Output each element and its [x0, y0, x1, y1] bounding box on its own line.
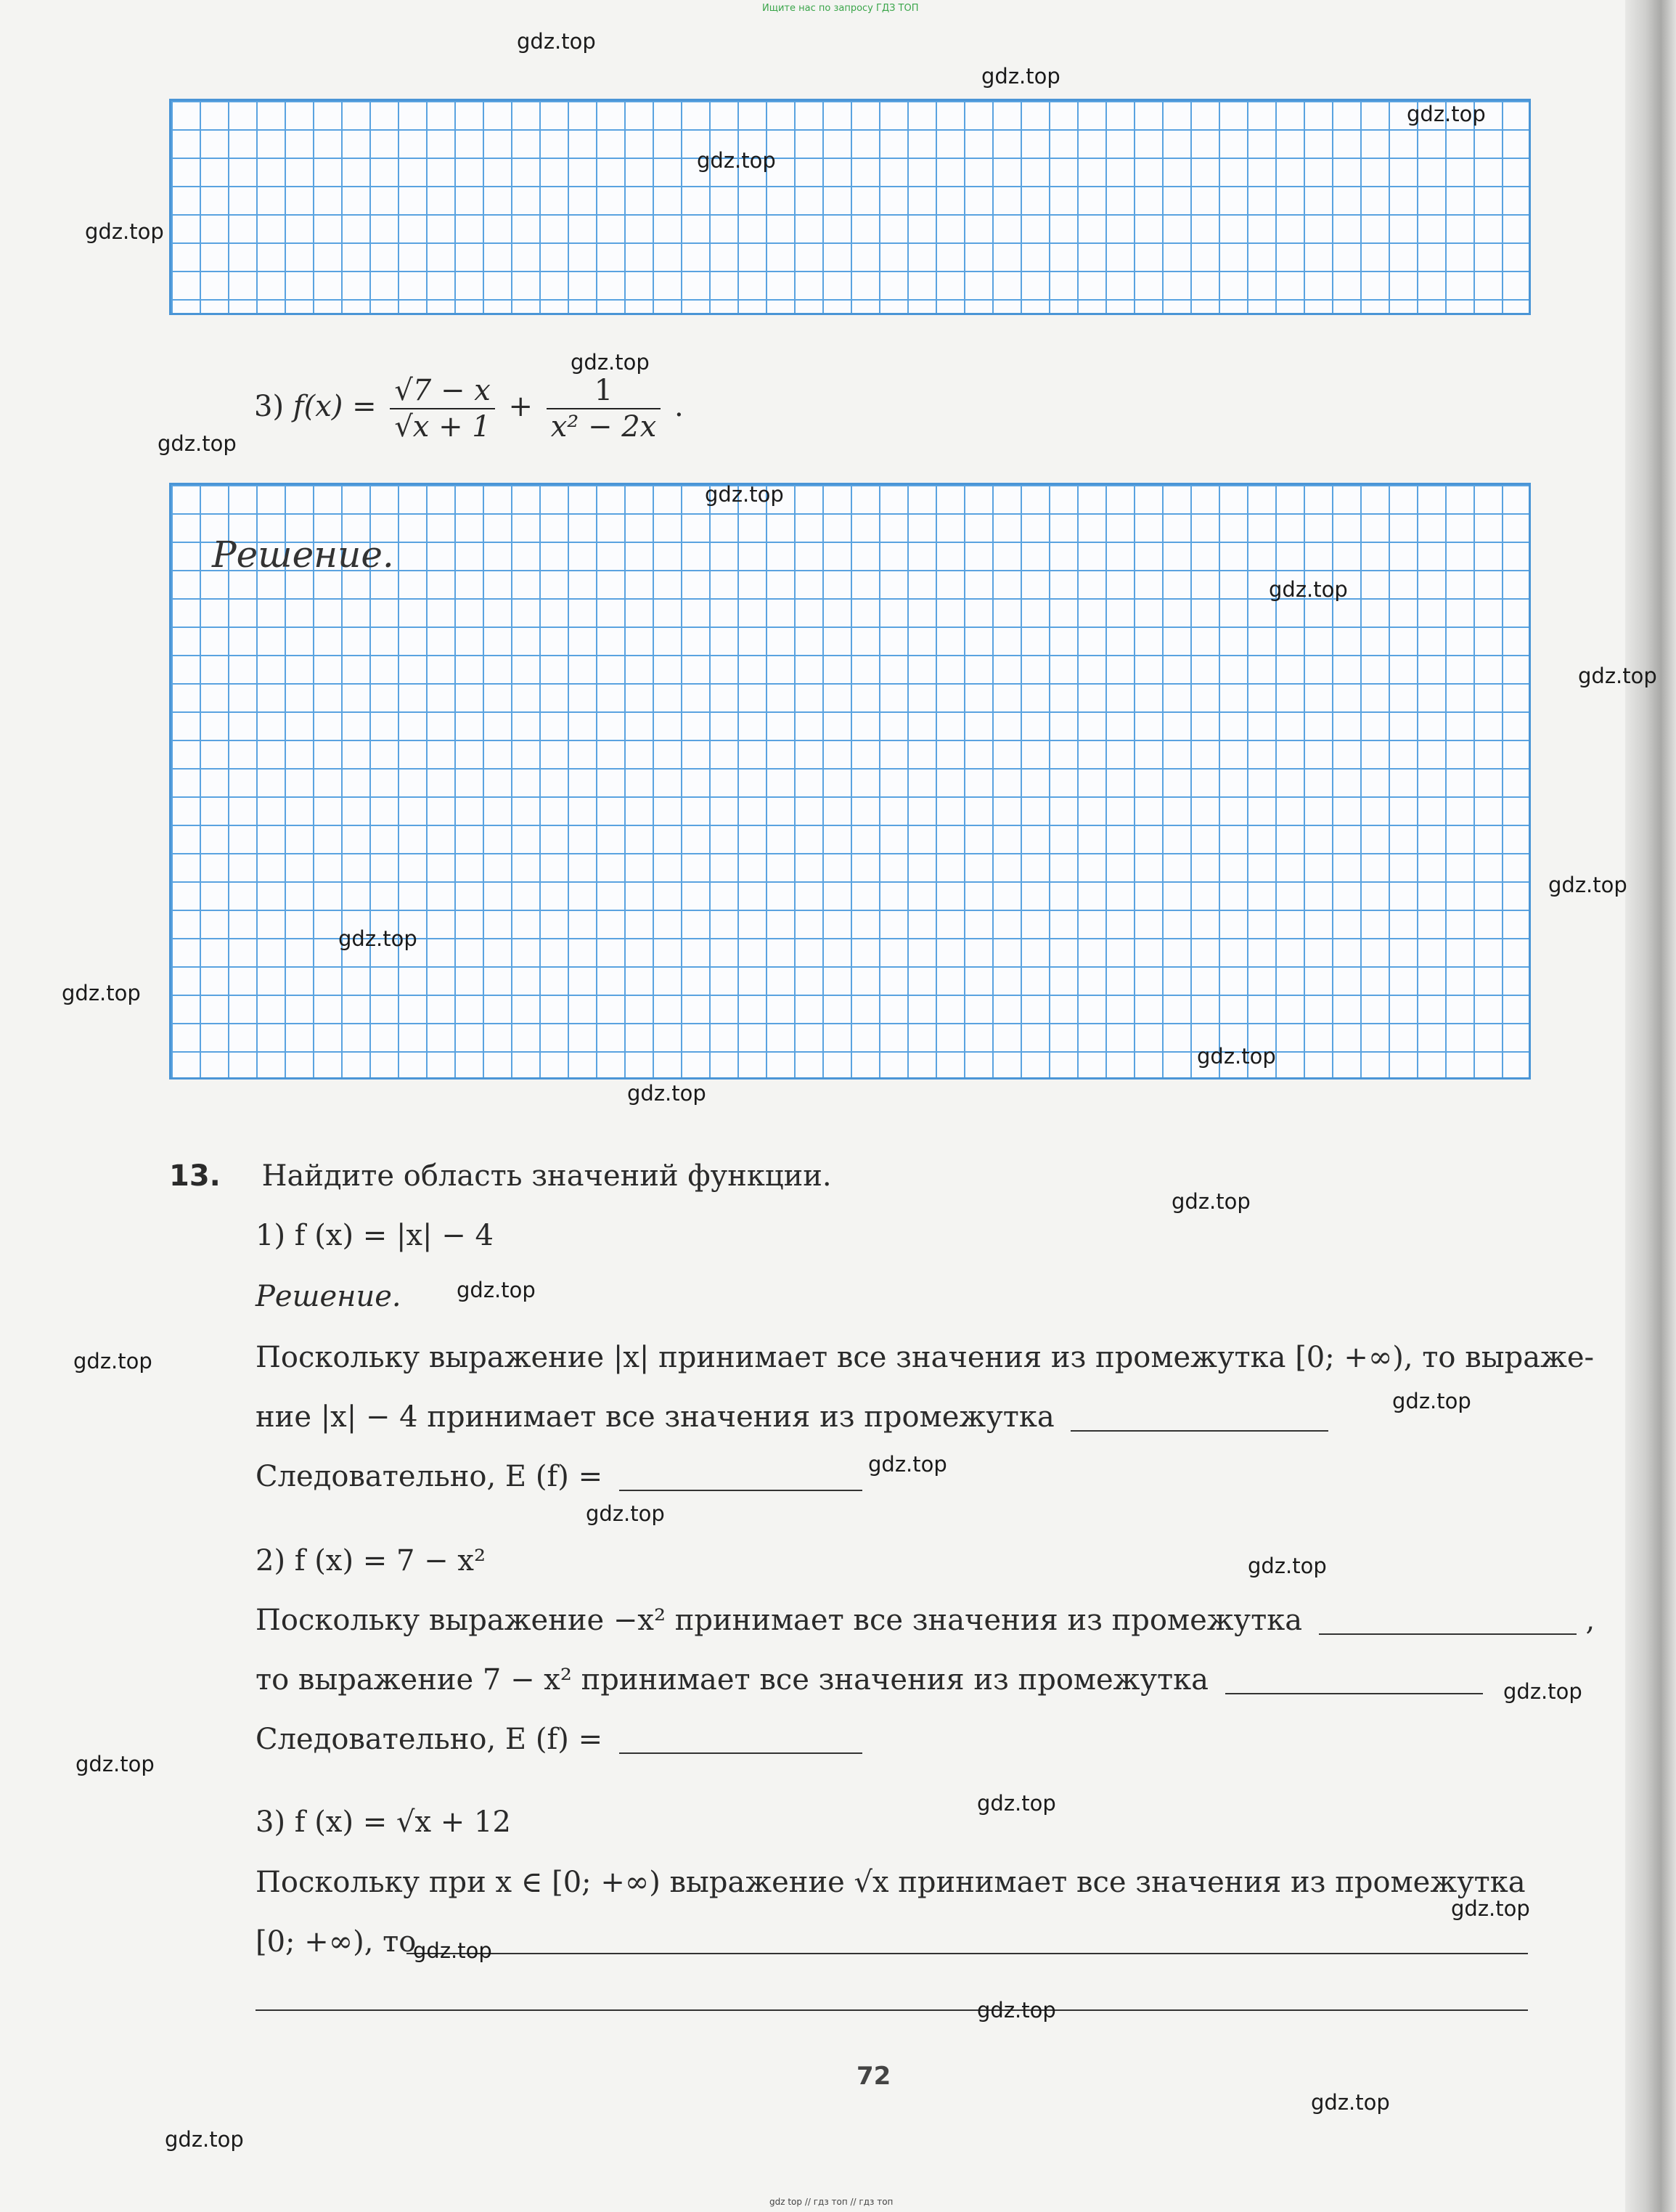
watermark: gdz.top [1503, 1679, 1582, 1704]
part1-line2: ние |x| − 4 принимает все значения из промежутка [256, 1400, 1055, 1434]
part2-line1-comma: , [1585, 1604, 1595, 1637]
watermark: gdz.top [981, 64, 1060, 89]
watermark: gdz.top [62, 981, 141, 1005]
watermark: gdz.top [1311, 2090, 1390, 2115]
watermark: gdz.top [705, 482, 784, 507]
part1-line1: Поскольку выражение |x| принимает все значения из промежутка [0; +∞), то выраже- [256, 1341, 1595, 1374]
page-number-text: 72 [857, 2062, 891, 2091]
solution-label: Решение. [212, 534, 394, 576]
item3-label: 3) [254, 390, 285, 423]
watermark: gdz.top [338, 926, 417, 951]
watermark: gdz.top [586, 1501, 665, 1526]
part1-formula: 1) f (x) = |x| − 4 [256, 1219, 494, 1252]
watermark: gdz.top [73, 1349, 152, 1374]
fraction-1-numerator: √7 − x [390, 376, 494, 409]
part2-line2: то выражение 7 − x² принимает все значения из промежутка [256, 1663, 1209, 1697]
part2-line3: Следовательно, E (f) = [256, 1723, 603, 1756]
watermark: gdz.top [413, 1938, 492, 1963]
watermark: gdz.top [1269, 577, 1348, 602]
answer-blank-2[interactable] [619, 1464, 862, 1491]
watermark: gdz.top [1172, 1189, 1251, 1214]
answer-line-1[interactable] [406, 1953, 1528, 1954]
formula-period: . [674, 390, 684, 423]
watermark: gdz.top [977, 1791, 1056, 1816]
part2-line1-row [256, 1606, 1595, 1635]
part3-formula: 3) f (x) = √x + 12 [256, 1805, 511, 1839]
task13-title: Найдите область значений функции. [261, 1159, 832, 1193]
watermark: gdz.top [697, 148, 776, 173]
fraction-1-denominator: √x + 1 [394, 410, 491, 444]
watermark: gdz.top [868, 1452, 947, 1477]
part3-line2-row [256, 1925, 417, 1959]
part3-line2: [0; +∞), то [256, 1925, 417, 1959]
answer-blank-3[interactable] [1319, 1607, 1577, 1635]
plus-sign: + [508, 390, 533, 423]
watermark: gdz.top [75, 1752, 155, 1776]
task13-header [169, 1159, 832, 1193]
watermark: gdz.top [85, 219, 164, 244]
watermark: gdz.top [517, 29, 596, 54]
fraction-1 [390, 374, 494, 444]
task13-number: 13. [169, 1159, 221, 1193]
part2-formula: 2) f (x) = 7 − x² [256, 1544, 486, 1578]
bottom-note: gdz top // гдз топ // гдз топ [769, 2197, 894, 2207]
part1-line3: Следовательно, E (f) = [256, 1460, 603, 1493]
watermark: gdz.top [1578, 664, 1657, 688]
part2-line3-row [256, 1725, 862, 1754]
answer-blank-1[interactable] [1071, 1404, 1328, 1432]
item3-formula [254, 374, 684, 444]
watermark: gdz.top [571, 350, 650, 375]
answer-blank-4[interactable] [1225, 1667, 1483, 1694]
fraction-2 [547, 374, 661, 444]
watermark: gdz.top [977, 1998, 1056, 2023]
grid-area-top[interactable] [169, 99, 1531, 315]
part2-line2-row [256, 1663, 1483, 1697]
watermark: gdz.top [1248, 1554, 1327, 1578]
top-note: Ищите нас по запросу ГДЗ ТОП [762, 3, 919, 14]
fraction-2-numerator: 1 [547, 376, 661, 409]
watermark: gdz.top [457, 1278, 536, 1302]
part1-line2-row [256, 1400, 1328, 1434]
answer-line-2[interactable] [256, 2009, 1528, 2011]
part1-solution-label: Решение. [256, 1280, 401, 1313]
watermark: gdz.top [1197, 1044, 1276, 1069]
part3-line1: Поскольку при x ∈ [0; +∞) выражение √x принимает все значения из промежутка [256, 1866, 1526, 1899]
page-edge-shadow [1625, 0, 1676, 2212]
watermark: gdz.top [158, 431, 237, 456]
watermark: gdz.top [165, 2127, 244, 2152]
watermark: gdz.top [627, 1081, 706, 1106]
item3-lhs: f(x) = [293, 390, 377, 423]
watermark: gdz.top [1392, 1389, 1471, 1413]
watermark: gdz.top [1451, 1896, 1530, 1921]
part2-line1: Поскольку выражение −x² принимает все значения из промежутка [256, 1604, 1303, 1637]
answer-blank-5[interactable] [619, 1726, 862, 1754]
part1-line3-row [256, 1462, 862, 1491]
watermark: gdz.top [1407, 102, 1486, 126]
fraction-2-denominator: x² − 2x [550, 410, 657, 444]
watermark: gdz.top [1548, 873, 1627, 897]
page-number [857, 2062, 891, 2091]
